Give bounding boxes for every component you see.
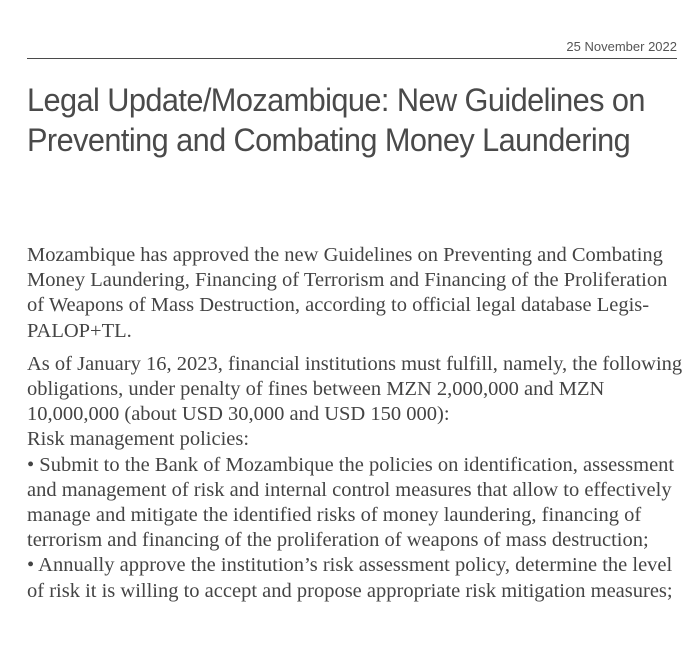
section-heading: Risk management policies: [27,428,250,451]
article-title: Legal Update/Mozambique: New Guidelines on Preventing and Combating Money Laundering [27,82,645,158]
bullet-item: • Annually approve the institution’s risk assessment policy, determine the level of risk it is willing to accept and propose appropriate risk mitigation measures; [27,554,673,602]
bullet-item: • Submit to the Bank of Mozambique the policies on identification, assessment and management of risk and internal control measures that allow to effectively manage and mitigate the identified risks of money laundering, financing of terrorism and financing of the proliferation of weapons of mass destruction; [27,453,675,552]
header-divider [27,58,677,59]
publication-date: 25 November 2022 [566,39,677,54]
intro-paragraph: Mozambique has approved the new Guidelines on Preventing and Combating Money Laundering, Financing of Terrorism and Financing of the Proliferation of Weapons of Mass Destruction, according to official legal database Legis-PALOP+TL. [27,244,668,342]
article-body [27,243,687,604]
obligations-paragraph: As of January 16, 2023, financial institutions must fulfill, namely, the following obligations, under penalty of fines between MZN 2,000,000 and MZN 10,000,000 (about USD 30,000 and USD 150 000): [27,352,683,426]
